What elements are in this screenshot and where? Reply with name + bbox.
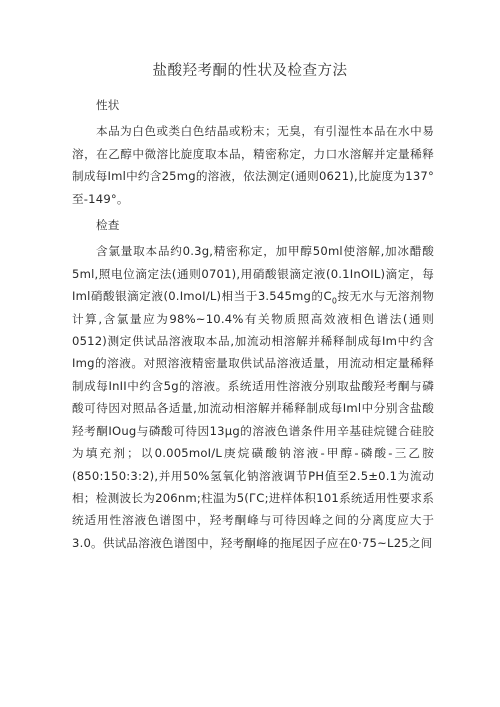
section-heading-properties: 性状	[96, 98, 120, 112]
paragraph-inspection	[72, 240, 434, 554]
document-title: 盐酸羟考酮的性状及检查方法	[152, 63, 348, 79]
inspection-text-part2: 按无水与无溶剂物计算,含氯量应为98%~10.4%有关物质照高效液相色谱法(通则0512)测定供试品溶液取本品,加流动相溶解并稀释制成每Im中约含Img的溶液。对照溶液精密量取供试品溶液适量，用流动相定量稀释制成每InII中约含5g的溶液。系统适用性溶液分别取盐酸羟考酮与磷酸可待因对照品各适量,加流动相溶解并稀释制成每Iml中分别含盐酸羟考酮IOug与磷酸可待因13μg的溶液色谱条件用辛基硅烷键合硅胶为填充剂；以0.005moI/L庚烷磺酸钠溶液-甲醇-磷酸-三乙胺(850:150:3:2),并用50%氢氧化钠溶液调节PH值至2.5±0.1为流动相；检测波长为206nm;柱温为5(ГC;进样体积101系统适用性要求系统适用性溶液色谱图中，羟考酮峰与可待因峰之间的分离度应大于3.0。供试品溶液色谱图中，羟考酮峰的拖尾因子应在0·75~L25之间	[72, 289, 434, 550]
section-heading-inspection: 检查	[96, 218, 120, 233]
subscript: 0	[331, 296, 338, 306]
paragraph-properties: 本品为白色或类白色结晶或粉末；无臭，有引湿性本品在水中易溶，在乙醇中微溶比旋度取本品，精密称定，力口水溶解并定量稀释制成每Iml中约含25mg的溶液，依法测定(通则0621),比旋度为137°至-149°。	[72, 124, 434, 206]
inspection-text-part1: 含氯量取本品约0.3g,精密称定，加甲醇50ml使溶解,加冰醋酸5ml,照电位滴定法(通则0701),用硝酸银滴定液(0.1InOIL)滴定，每Iml硝酸银滴定液(0.ImoI/L)相当于3.545mg的C	[72, 244, 434, 304]
document-body	[72, 94, 434, 554]
